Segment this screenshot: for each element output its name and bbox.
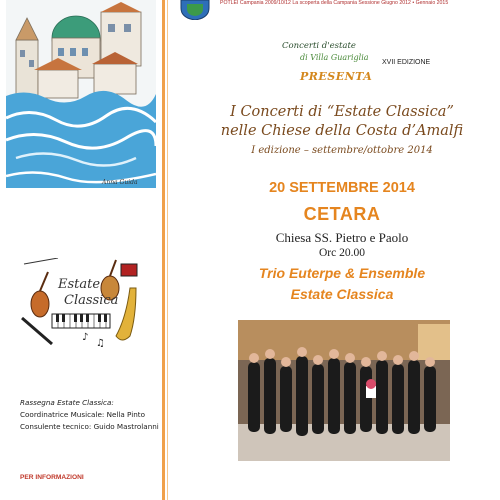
performers-line1: Trio Euterpe & Ensemble xyxy=(258,265,426,281)
svg-text:Anna Guida: Anna Guida xyxy=(102,179,138,186)
presenta-label: PRESENTA xyxy=(300,70,373,83)
event-date: 20 SETTEMBRE 2014 xyxy=(269,180,415,196)
header-strip-text: POTLEI Campania 2009/10/12 La scoperta della Campania Sessione Giugno 2012 • Gennaio 2015 xyxy=(220,0,449,6)
event-title-line1: I Concerti di “Estate Classica” xyxy=(230,104,454,120)
event-subtitle: I edizione – settembre/ottobre 2014 xyxy=(251,145,433,156)
painting-illustration xyxy=(6,0,156,188)
ensemble-photo xyxy=(238,320,450,461)
svg-text:♫: ♫ xyxy=(96,338,105,349)
crest-icon xyxy=(178,0,212,20)
svg-text:♪: ♪ xyxy=(82,332,89,343)
villa-guariglia-logo xyxy=(276,36,376,66)
event-title-line2: nelle Chiese della Costa d’Amalfi xyxy=(220,123,464,139)
info-label: PER INFORMAZIONI xyxy=(20,474,84,481)
event-venue: Chiesa SS. Pietro e Paolo xyxy=(275,230,409,245)
consultant-text: Consulente tecnico: Guido Mastrolanni xyxy=(20,422,159,431)
event-city: CETARA xyxy=(303,204,381,224)
event-time: Orc 20.00 xyxy=(319,247,365,259)
svg-text:Concerti d'estate: Concerti d'estate xyxy=(282,41,356,51)
performers-line2: Estate Classica xyxy=(290,286,394,302)
edition-label: XVII EDIZIONE xyxy=(382,59,431,66)
amalfi-painting xyxy=(6,0,156,188)
svg-text:Classica: Classica xyxy=(64,293,119,308)
svg-text:Estate: Estate xyxy=(58,277,101,292)
rassegna-label: Rassegna Estate Classica: xyxy=(20,398,114,407)
municipality-crest xyxy=(178,0,212,20)
svg-text:di Villa Guariglia: di Villa Guariglia xyxy=(300,53,369,62)
coordinator-text: Coordinatrice Musicale: Nella Pinto xyxy=(20,410,145,419)
ensemble-photo-illustration xyxy=(238,320,450,461)
sponsor-logo-graphic xyxy=(276,36,376,66)
